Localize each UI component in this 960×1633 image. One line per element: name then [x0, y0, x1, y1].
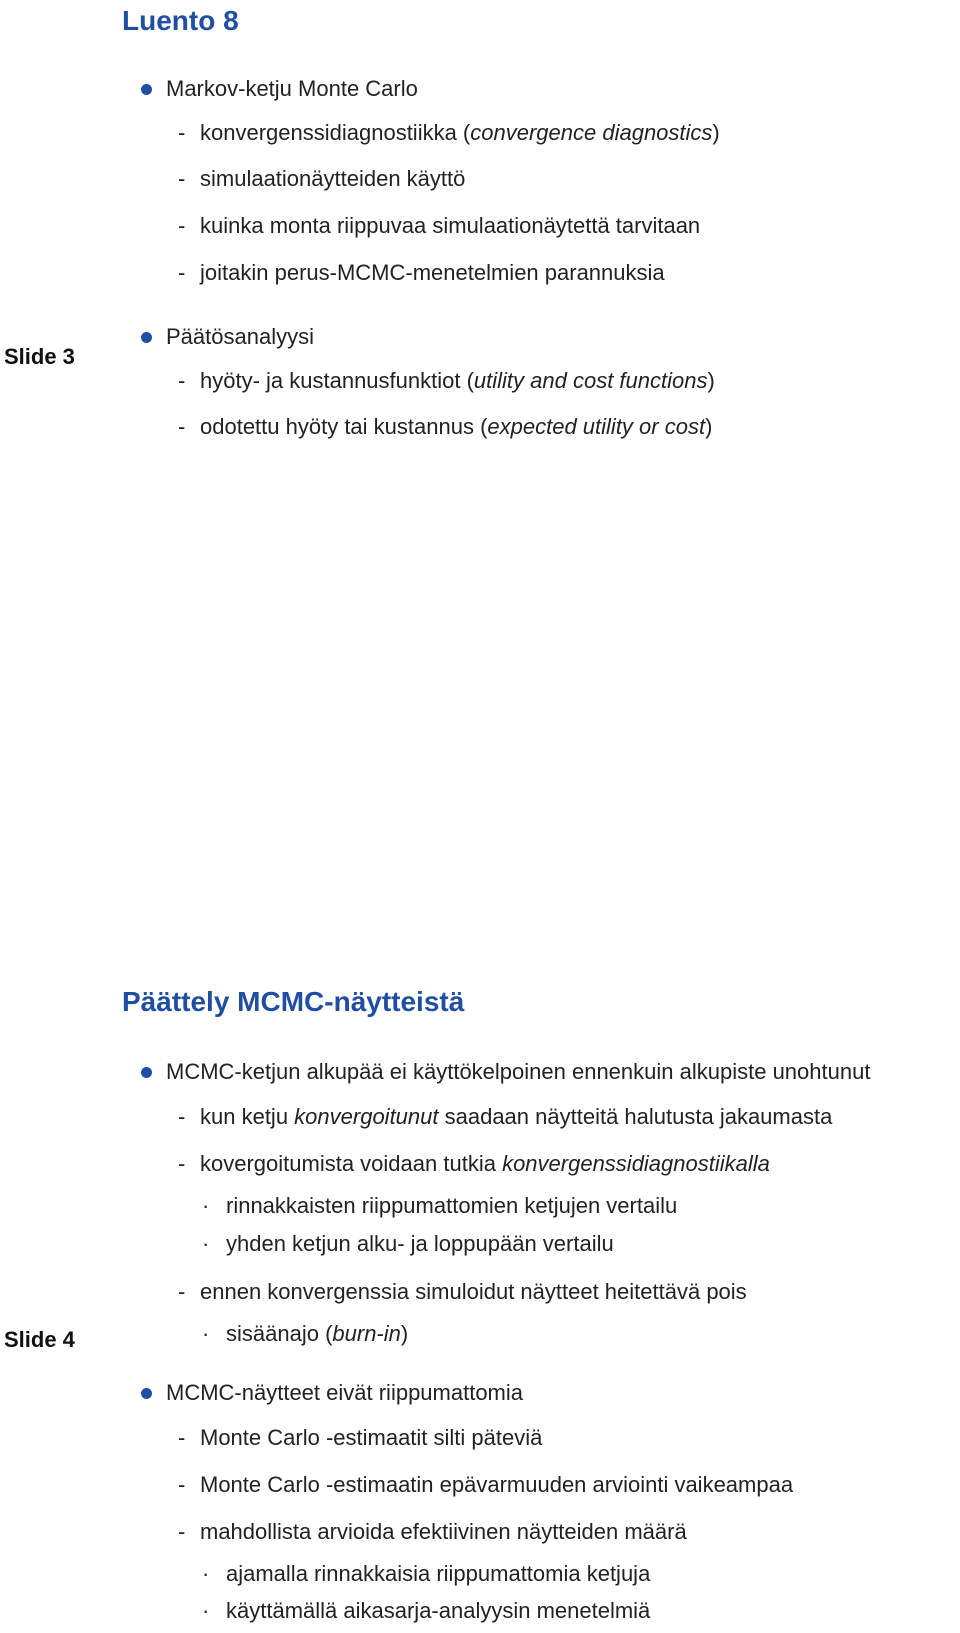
item-text: odotettu hyöty tai kustannus (	[200, 414, 488, 439]
item-text: mahdollista arvioida efektiivinen näytteiden määrä	[200, 1519, 687, 1544]
item-italic: utility and cost functions	[473, 368, 708, 393]
dash-marker: -	[178, 368, 186, 393]
item-text-after: )	[400, 1321, 409, 1346]
bullet-chain-start-not-usable: MCMC-ketjun alkupää ei käyttökelpoinen ennenkuin alkupiste unohtunut	[166, 1059, 871, 1084]
sub-sub-item-time-series-methods	[202, 1598, 650, 1624]
dot-marker: ·	[202, 1193, 210, 1218]
item-text-after: saadaan näytteitä halutusta jakaumasta	[438, 1104, 833, 1129]
dot-marker: ·	[202, 1231, 210, 1256]
dash-marker: -	[178, 414, 186, 439]
dash-marker: -	[178, 213, 186, 238]
item-text: kovergoitumista voidaan tutkia	[200, 1151, 503, 1176]
dash-marker: -	[178, 1519, 186, 1544]
sub-sub-item-burn-in	[202, 1321, 408, 1347]
item-text: kuinka monta riippuvaa simulaationäytettä tarvitaan	[200, 213, 701, 238]
item-text: yhden ketjun alku- ja loppupään vertailu	[226, 1231, 614, 1256]
item-text: hyöty- ja kustannusfunktiot (	[200, 368, 474, 393]
item-text: Monte Carlo -estimaatit silti päteviä	[200, 1425, 543, 1450]
dash-marker: -	[178, 1472, 186, 1497]
dash-marker: -	[178, 1425, 186, 1450]
sub-item-utility-cost-functions	[178, 368, 715, 394]
item-italic: expected utility or cost	[487, 414, 706, 439]
bullet-markov-chain-monte-carlo: Markov-ketju Monte Carlo	[166, 76, 418, 101]
item-italic: convergence diagnostics	[470, 120, 713, 145]
bullet-dot-icon	[141, 84, 152, 95]
item-text-after: )	[705, 414, 713, 439]
dot-marker: ·	[202, 1598, 210, 1623]
item-text: sisäänajo (	[226, 1321, 333, 1346]
item-italic: konvergoitunut	[294, 1104, 439, 1129]
item-text: joitakin perus-MCMC-menetelmien parannuksia	[200, 260, 665, 285]
sub-item-expected-utility	[178, 414, 712, 440]
item-text-after: )	[712, 120, 720, 145]
bullet-dot-icon	[141, 1388, 152, 1399]
sub-item-uncertainty-harder	[178, 1472, 793, 1498]
dot-marker: ·	[202, 1321, 210, 1346]
slide-3-title: Luento 8	[122, 5, 239, 36]
dash-marker: -	[178, 260, 186, 285]
slide-4-label: Slide 4	[4, 1327, 75, 1352]
item-italic: konvergenssidiagnostiikalla	[502, 1151, 770, 1176]
slide-4-title: Päättely MCMC-näytteistä	[122, 986, 465, 1017]
dash-marker: -	[178, 1151, 186, 1176]
dash-marker: -	[178, 1279, 186, 1304]
sub-sub-item-parallel-independent-chains	[202, 1561, 650, 1587]
bullet-samples-not-independent: MCMC-näytteet eivät riippumattomia	[166, 1380, 524, 1405]
item-text: ajamalla rinnakkaisia riippumattomia ketjuja	[226, 1561, 651, 1586]
bullet-decision-analysis: Päätösanalyysi	[166, 324, 314, 349]
dash-marker: -	[178, 166, 186, 191]
item-text: konvergenssidiagnostiikka (	[200, 120, 471, 145]
slide-3-label: Slide 3	[4, 344, 75, 369]
sub-sub-item-parallel-chains	[202, 1193, 677, 1219]
item-text: rinnakkaisten riippumattomien ketjujen vertailu	[226, 1193, 678, 1218]
item-italic: burn-in	[332, 1321, 401, 1346]
bullet-dot-icon	[141, 1067, 152, 1078]
dash-marker: -	[178, 120, 186, 145]
item-text: ennen konvergenssia simuloidut näytteet heitettävä pois	[200, 1279, 747, 1304]
sub-item-convergence-diagnostics	[178, 120, 720, 146]
bullet-dot-icon	[141, 332, 152, 343]
sub-item-converged-chain	[178, 1104, 832, 1130]
item-text: kun ketju	[200, 1104, 295, 1129]
sub-item-convergence-study	[178, 1151, 770, 1177]
sub-item-mcmc-improvements	[178, 260, 665, 286]
sub-item-estimates-valid	[178, 1425, 542, 1451]
sub-item-simulation-samples	[178, 166, 465, 192]
sub-item-discard-samples	[178, 1279, 747, 1305]
dot-marker: ·	[202, 1561, 210, 1586]
item-text-after: )	[707, 368, 715, 393]
dash-marker: -	[178, 1104, 186, 1129]
sub-item-effective-sample-size	[178, 1519, 687, 1545]
sub-sub-item-start-end-comparison	[202, 1231, 614, 1257]
sub-item-how-many-samples	[178, 213, 700, 239]
item-text: Monte Carlo -estimaatin epävarmuuden arviointi vaikeampaa	[200, 1472, 794, 1497]
item-text: käyttämällä aikasarja-analyysin menetelmiä	[226, 1598, 651, 1623]
item-text: simulaationäytteiden käyttö	[200, 166, 466, 191]
